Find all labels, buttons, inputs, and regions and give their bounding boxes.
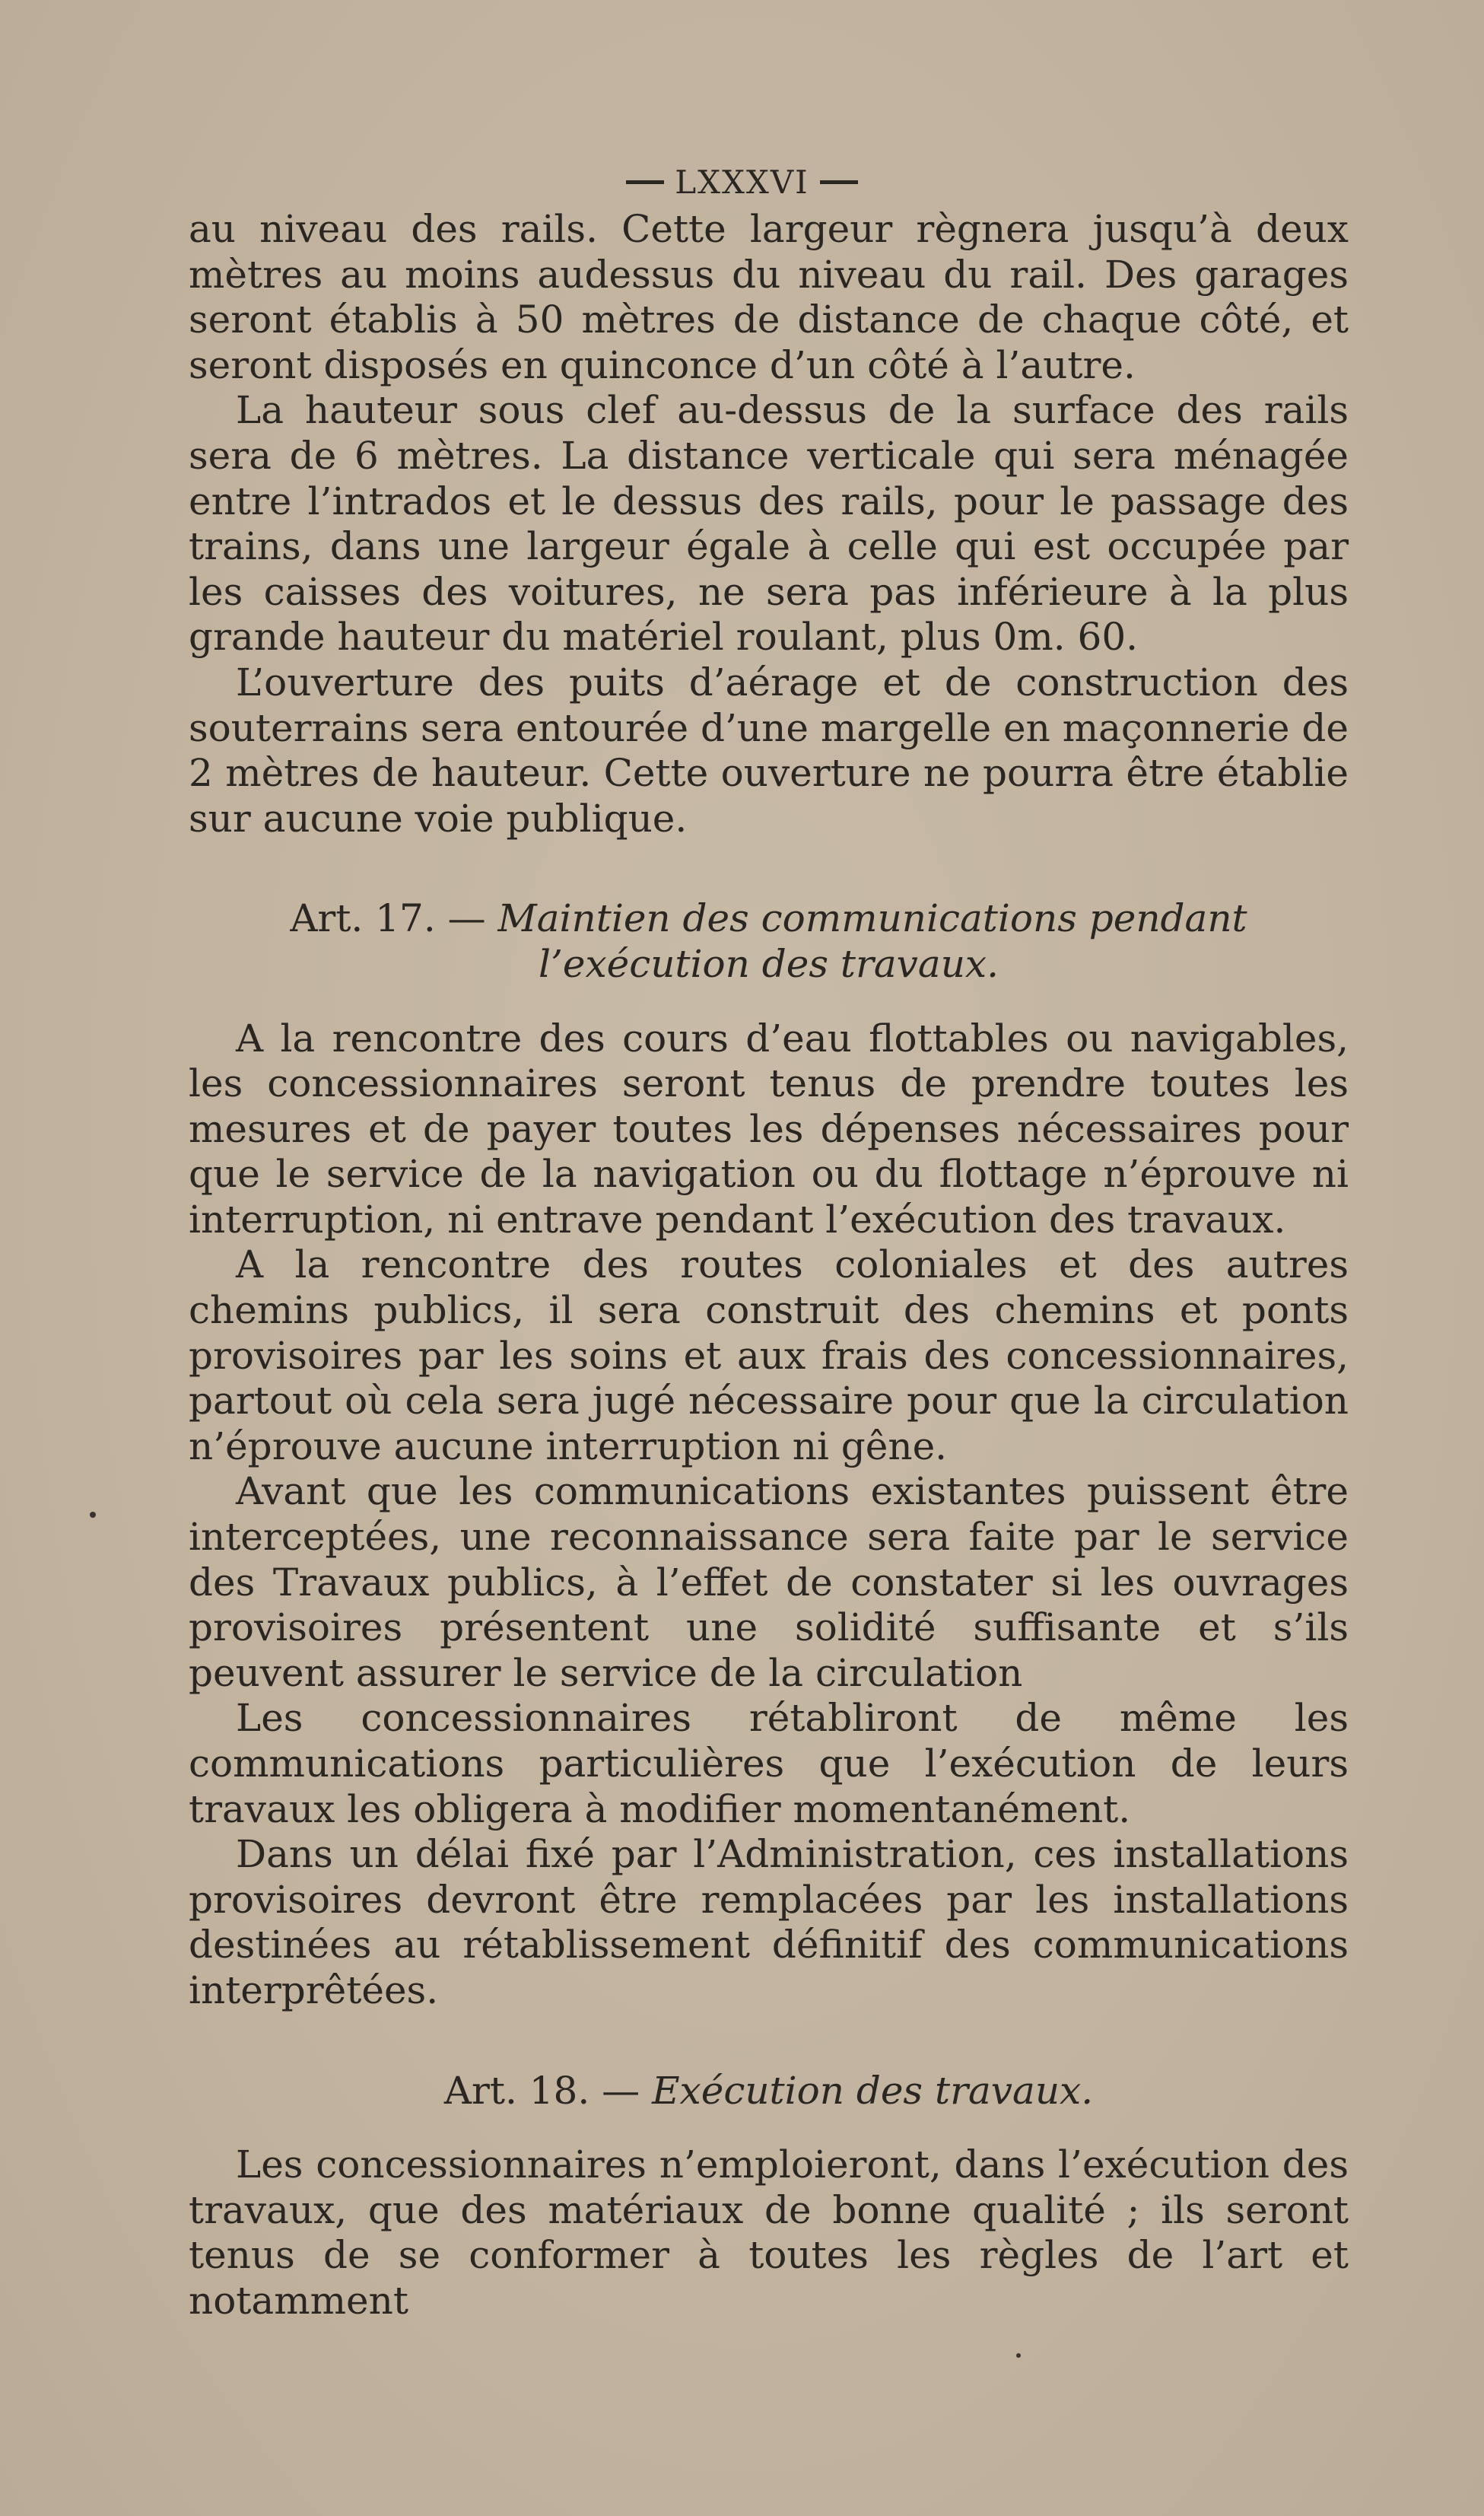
paragraph: L’ouverture des puits d’aérage et de construction des souterrains sera entourée d’une margelle en maçonnerie de 2 mètres de hauteur. Cette ouverture ne pourra être établie sur aucune voie publique. [189, 660, 1349, 841]
paragraph: A la rencontre des cours d’eau flottables ou navigables, les concessionnaires seront tenus de prendre toutes les mesures et de payer toutes les dépenses nécessaires pour que le service de la navigation ou du flottage n’éprouve ni interruption, ni entrave pendant l’exécution des travaux. [189, 1016, 1349, 1242]
paragraph: Dans un délai fixé par l’Administration, ces installations provisoires devront être remplacées par les installations destinées au rétablissement définitif des communications interprêtées. [189, 1832, 1349, 2012]
article-18-heading [189, 2069, 1349, 2114]
right-dash-ornament [820, 180, 858, 184]
page-number-header [0, 164, 1484, 201]
left-dash-ornament [626, 180, 664, 184]
article-17-title: Maintien des communications pendant l’exécution des travaux. [497, 896, 1247, 986]
paper-speck [90, 1512, 96, 1518]
paragraph: A la rencontre des routes coloniales et des autres chemins publics, il sera construit des chemins et ponts provisoires par les soins et aux frais des concessionnaires, partout où cela sera jugé nécessaire pour que la circulation n’éprouve aucune interruption ni gêne. [189, 1242, 1349, 1468]
page-number: LXXXVI [675, 164, 809, 201]
article-17-heading [189, 896, 1349, 987]
page-body [189, 207, 1349, 2324]
paragraph: au niveau des rails. Cette largeur règnera jusqu’à deux mètres au moins audessus du niveau du rail. Des garages seront établis à 50 mètres de distance de chaque côté, et seront disposés en quinconce d’un côté à l’autre. [189, 207, 1349, 387]
paragraph: La hauteur sous clef au-dessus de la surface des rails sera de 6 mètres. La distance verticale qui sera ménagée entre l’intrados et le dessus des rails, pour le passage des trains, dans une largeur égale à celle qui est occupée par les caisses des voitures, ne sera pas inférieure à la plus grande hauteur du matériel roulant, plus 0m. 60. [189, 388, 1349, 660]
article-18-title: Exécution des travaux. [652, 2068, 1094, 2113]
paragraph: Avant que les communications existantes puissent être interceptées, une reconnaissance sera faite par le service des Travaux publics, à l’effet de constater si les ouvrages provisoires présentent une solidité suffisante et s’ils peuvent assurer le service de la circulation [189, 1469, 1349, 1695]
paragraph: Les concessionnaires rétabliront de même les communications particulières que l’exécution de leurs travaux les obligera à modifier momentanément. [189, 1696, 1349, 1831]
paragraph: Les concessionnaires n’emploieront, dans l’exécution des travaux, que des matériaux de bonne qualité ; ils seront tenus de se conformer à toutes les règles de l’art et notamment [189, 2142, 1349, 2323]
article-18-number: Art. 18. — [443, 2068, 640, 2113]
paper-speck [1016, 2353, 1021, 2358]
article-17-number: Art. 17. — [290, 896, 486, 941]
